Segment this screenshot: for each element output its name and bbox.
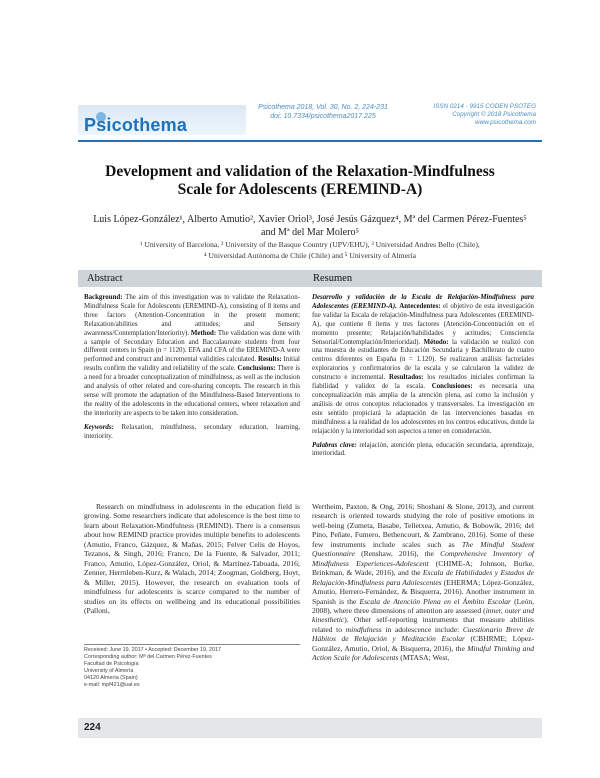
background-label: Background:	[84, 294, 123, 301]
copyright-line: Copyright © 2018 Psicothema	[452, 111, 536, 118]
conclusions-label: Conclusions:	[237, 365, 276, 373]
method-label: Method:	[190, 329, 217, 337]
journal-url: www.psicothema.com	[475, 119, 536, 126]
antecedentes-label: Antecedentes:	[399, 302, 441, 310]
palabras-text: relajación, atención plena, educación secundaria, aprendizaje, interioridad.	[312, 441, 534, 458]
affiliations	[78, 240, 542, 261]
author-list	[78, 213, 542, 239]
header-divider	[78, 140, 542, 142]
text-run: Wertheim, Paxton, & Ong, 2016; Shoshani & Slone, 2013), and current research is oriented towards studying the role of positive emotions in well-being (Zumeta, Basabe, Telletxea, Amutio, & Bobowik, 2016; del Pino, Peñate, Fumero, Bethencourt, & Zambrano, 2016). Some of these few instruments include scales such as	[312, 502, 534, 549]
resultados-text: los resultados iniciales confirman la fiabilidad y validez de la escala.	[312, 374, 535, 391]
resultados-label: Resultados:	[389, 374, 424, 382]
conclusiones-text: es necesaria una conceptualización más amplia de la atención plena, así como la inclusión y análisis de otros conceptos relacionados y transversales. La investigación en este sentido propiciará la adaptación de las intervenciones basadas en mindfulness a la realidad de los adolescentes en los centros educativos, donde la relajación y la interioridad son aspectos a tener en consideración.	[312, 383, 535, 435]
keywords-label: Keywords:	[84, 423, 114, 431]
paper-title: Development and validation of the Relaxation-Mindfulness Scale for Adolescents (EREMIND-A)	[105, 163, 495, 198]
results-text: Initial results confirm the validity and reliability of the scale.	[84, 356, 300, 373]
journal-logo: Psicothema	[84, 115, 188, 135]
email[interactable]: e-mail: mpf421@ual.es	[84, 681, 140, 688]
received-dates: Received: June 19, 2017 • Accepted: December 19, 2017	[84, 647, 222, 653]
body-column-right	[312, 502, 534, 663]
faculty: Facultad de Psicología	[84, 660, 139, 667]
italic-run: Comprehensive Inventory of Mindfulness Experiences-Adolescent	[312, 549, 534, 568]
background-text: The aim of this investigation was to validate the Relaxation-Mindfulness Scale for Adolescents (EREMIND-A), consisting of 8 items and three factors (Attention-Concentration in the present moment; Relaxation/abilities and attitudes; and Sensory awareness/Contemplation/Interiority).	[84, 294, 300, 337]
issn-line: ISSN 0214 - 9915 CODEN PSOTEG	[433, 103, 536, 110]
italic-run: Mindful Thinking and Action Scale for Adolescents	[312, 643, 534, 663]
italic-run: mindfulness	[345, 624, 382, 634]
keywords-text: Relaxation, mindfulness, secondary education, learning, interiority.	[84, 423, 300, 440]
text-run: ). Other self-reporting instruments that measure abilities related to	[312, 615, 534, 634]
text-run: (Renshaw, 2016), the	[354, 549, 441, 559]
affiliation-line: ⁴ Universidad Autónoma de Chile (Chile) and ⁵ University of Almería	[204, 250, 416, 260]
abstract-text	[84, 294, 300, 442]
university: University of Almería	[84, 667, 134, 674]
author-line: and Mª del Mar Molero⁵	[261, 227, 359, 238]
body-paragraph	[312, 502, 534, 663]
conclusions-text: There is a need for a broader conceptualization of mindfulness, as well as the inclusion and analysis of other related and core-sharing concepts. The research in this sense will promote the adaptation of the Mindfulness-Based Interventions to the reality of the adolescents in the educational centers, where relaxation and the interiority are aspects to be taken into consideration.	[84, 365, 300, 417]
author-line: Luis López-González¹, Alberto Amutio², Xavier Oriol³, José Jesús Gázquez⁴, Mª del Carmen Pérez-Fuentes⁵	[93, 214, 527, 225]
page-number: 224	[84, 722, 101, 733]
keywords	[84, 424, 300, 442]
italic-run: Escala de Habilidades y Estados de Relajación-Mindfulness para Adolescentes	[312, 568, 534, 587]
affiliation-line: ¹ University of Barcelona, ² University of the Basque Country (UPV/EHU), ³ Universidad Andres Bello (Chile),	[140, 240, 480, 249]
citation-line: Psicothema 2018, Vol. 30, No. 2, 224-231	[258, 104, 388, 111]
text-run: (EHERMA; López-González, Amutio, Herrero-Fernández, & Bisquerra, 2016). Another instrument in Spanish is the	[312, 577, 534, 606]
journal-citation	[258, 103, 388, 121]
italic-run: Escala de Atención Plena en el Ámbito Escolar	[359, 596, 511, 606]
palabras-label: Palabras clave:	[312, 441, 357, 449]
results-label: Results:	[257, 356, 282, 364]
body-paragraph: Research on mindfulness in adolescents in the education field is growing. Some researchers indicate that adolescence is the best time to learn about Relaxation-Mindfulness (REMIND). There is a consensus about how REMIND practice provides multiple benefits to adolescents (Amutio, Franco, Gázquez, & Mañas, 2015; Felver Celis de Hoyos, Tezanos, & Singh, 2016; Franco, De la Fuente, & Salvador, 2011; Franco, Amutio, López-González, Oriol, & Martínez-Taboada, 2016; Zenner, Herrnleben-Kurz, & Walach, 2014; Zoogman, Goldberg, Hoyt, & Miller, 2015). However, the research on evaluation tools of mindfulness for adolescents is scarce compared to the number of studies on its effects on wellbeing and its educational possibilities (Palloni,	[84, 502, 300, 615]
antecedentes-text: el objetivo de esta investigación fue validar la Escala de relajación-Mindfulness para Adolescentes (EREMIND-A), que contiene 8 ítems y tres factores (Atención-Concentración en el momento presente; Relajación/habilidades y actitudes; Consciencia Sensorial/Contemplación/Interioridad).	[312, 302, 534, 346]
method-text: The validation was done with a sample of Secondary Education and Baccalaureate students from four different centers in Spain (n = 1120). EFA and CFA of the EREMIND-A were performed and construct and incremental validities calculated.	[84, 329, 300, 364]
corresponding-author: Corresponding author: Mª del Carmen Pérez-Fuentes	[84, 653, 212, 660]
text-run: (MTASA; West,	[398, 653, 450, 663]
address: 04120 Almería (Spain)	[84, 674, 138, 681]
resumen-title: Desarrollo y validación de la Escala de Relajación-Mindfulness para Adolescentes (EREMIND-A).	[312, 294, 534, 310]
correspondence-note	[84, 644, 300, 688]
resumen-heading: Resumen	[304, 270, 542, 287]
text-run: (CBHRME; López-González, Amutio, Oriol, & Bisquerra, 2016), the	[312, 634, 534, 653]
abstract-heading: Abstract	[78, 270, 304, 287]
body-column-left	[84, 502, 300, 615]
italic-run: inner, outer and kinesthetic	[312, 605, 534, 625]
conclusiones-label: Conclusiones:	[431, 383, 473, 391]
footer-bar	[78, 718, 542, 738]
palabras-clave	[312, 442, 534, 460]
journal-issn-block	[426, 103, 536, 127]
metodo-text: la validación se realizó con una muestra de estudiantes de Educación Secundaria y Bachillerato de cuatro centros diferentes en España (n = 1.120). Se realizaron análisis factoriales exploratorios y confirmatorios de la escala y se calcularon la validez de constructo e incremental.	[312, 338, 534, 382]
resumen-text	[312, 294, 534, 459]
text-run: (CHIME-A; Johnson, Burke, Brinkman, & Wade, 2016), and the	[312, 558, 535, 578]
doi-line: doi: 10.7334/psicothema2017.225	[270, 113, 376, 120]
italic-run: The Mindful Student Questionnaire	[312, 539, 534, 559]
italic-run: Cuestionario Breve de Hábitos de Relajación y Meditación Escolar	[312, 624, 534, 644]
text-run: (León, 2008), where three dimensions of attention are assessed (	[312, 596, 534, 615]
metodo-label: Método:	[423, 338, 449, 346]
text-run: in adolescence include:	[381, 624, 463, 634]
